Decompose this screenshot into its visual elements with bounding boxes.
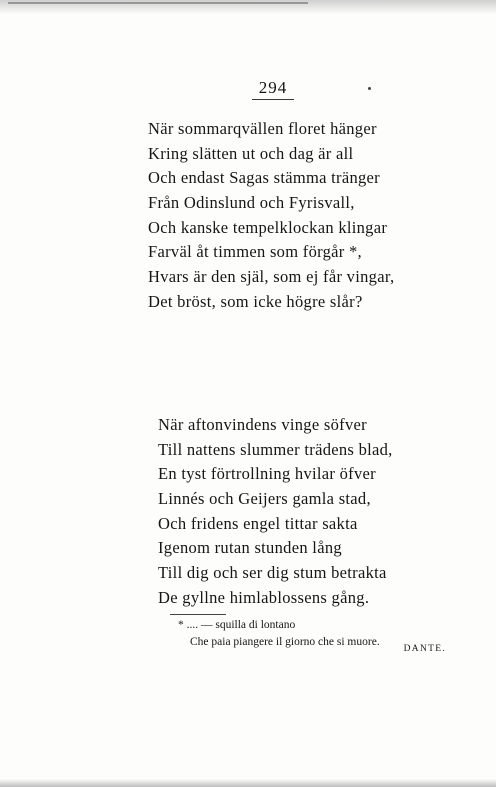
footnote-line: Che paia piangere il giorno che si muore. xyxy=(190,636,380,648)
verse-line: Det bröst, som icke högre slår? xyxy=(148,291,363,311)
verse-line: Linnés och Geijers gamla stad, xyxy=(158,489,371,509)
verse-line: En tyst förtrollning hvilar öfver xyxy=(158,464,376,484)
verse-line: Till dig och ser dig stum betrakta xyxy=(158,563,387,583)
footnote xyxy=(176,617,380,651)
verse-line: De gyllne himlablossens gång. xyxy=(158,587,370,607)
page-number: 294 xyxy=(258,78,288,97)
stanza-2 xyxy=(158,413,393,611)
page-bottom-edge-shadow xyxy=(0,779,496,787)
verse-line: Hvars är den själ, som ej får vingar, xyxy=(148,267,395,287)
verse-line: Och endast Sagas stämma tränger xyxy=(148,168,380,188)
verse-line: Och fridens engel tittar sakta xyxy=(158,513,358,533)
footnote-rule xyxy=(170,614,226,615)
footnote-line: * .... — squilla di lontano xyxy=(178,619,296,631)
page-top-edge-marks xyxy=(8,2,308,8)
footnote-attribution: DANTE. xyxy=(403,644,446,654)
verse-line: Till nattens slummer trädens blad, xyxy=(158,439,393,459)
page-number-rule xyxy=(252,99,294,100)
verse-line: Farväl åt timmen som förgår *, xyxy=(148,242,362,262)
verse-line: Från Odinslund och Fyrisvall, xyxy=(148,193,355,213)
verse-line: När sommarqvällen floret hänger xyxy=(148,119,377,138)
verse-line: När aftonvindens vinge söfver xyxy=(158,415,367,434)
stanza-1 xyxy=(148,117,394,315)
verse-line: Igenom rutan stunden lång xyxy=(158,538,342,558)
verse-line: Och kanske tempelklockan klingar xyxy=(148,217,388,237)
verse-line: Kring slätten ut och dag är all xyxy=(148,143,354,163)
ink-speck xyxy=(368,87,371,90)
